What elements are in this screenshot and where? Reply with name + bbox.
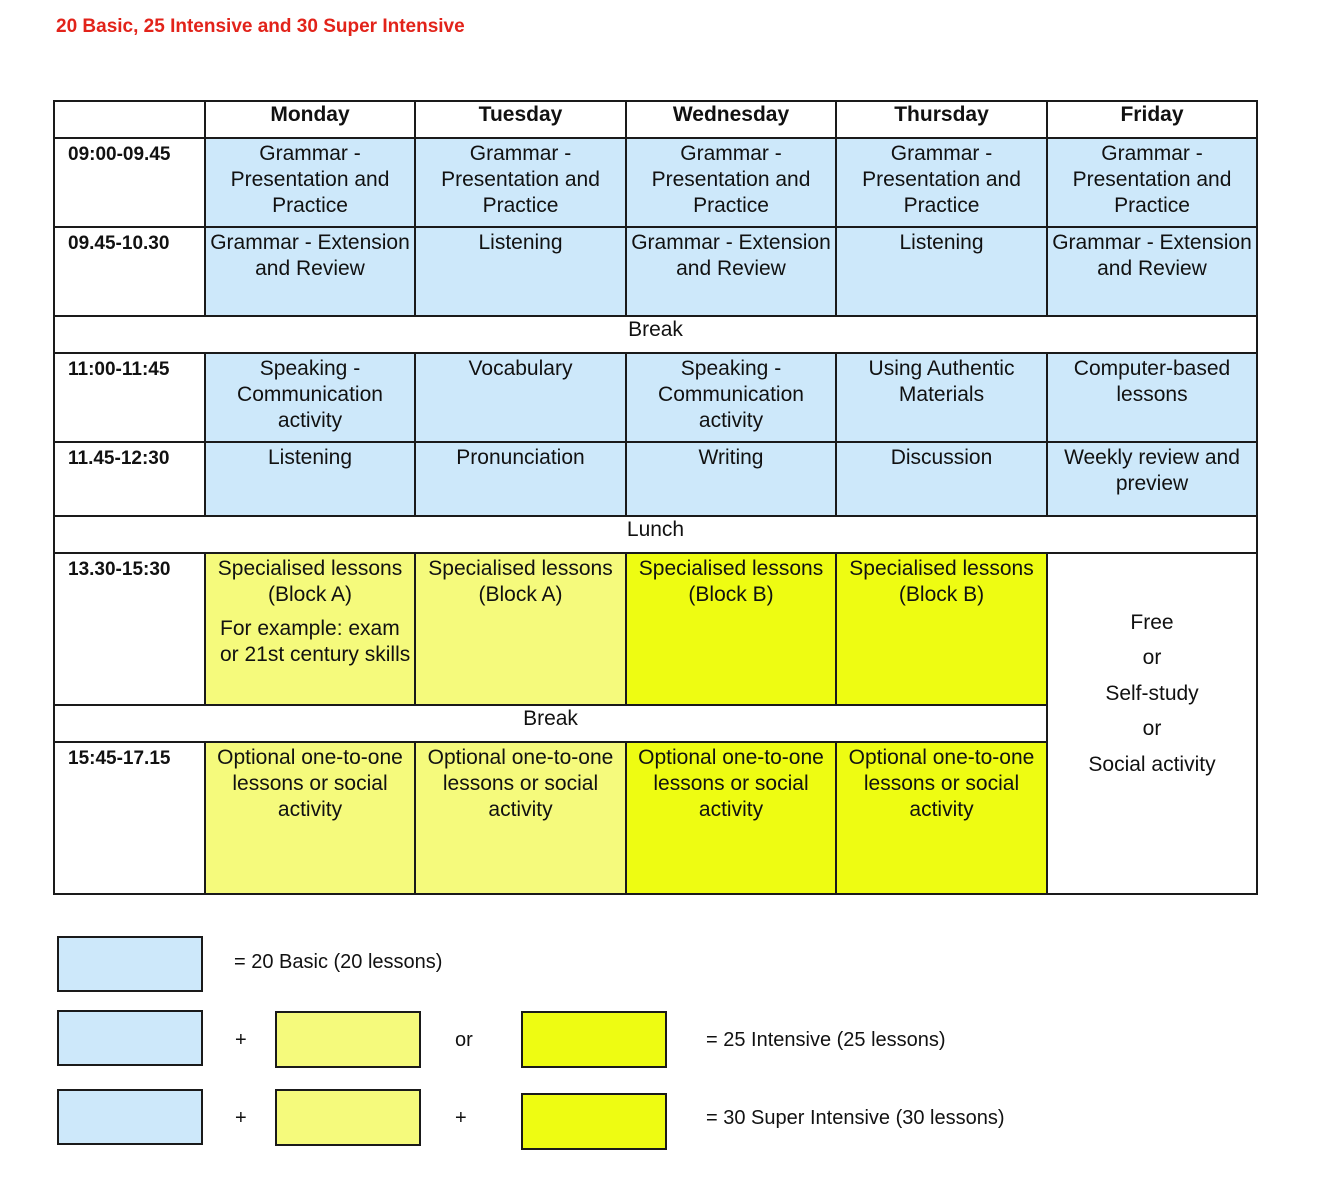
break-row	[54, 316, 1257, 353]
lesson-title: Specialised lessons (Block A)	[217, 557, 403, 606]
day-wednesday: Wednesday	[626, 101, 836, 138]
lesson-cell: Grammar - Presentation and Practice	[836, 138, 1047, 227]
lesson-cell: Grammar - Presentation and Practice	[205, 138, 415, 227]
table-row	[54, 138, 1257, 227]
lesson-cell: Grammar - Extension and Review	[626, 227, 836, 316]
table-row	[54, 553, 1257, 705]
lesson-cell: Grammar - Presentation and Practice	[1047, 138, 1257, 227]
lunch-label: Lunch	[54, 516, 1257, 553]
legend-intensive-text: = 25 Intensive (25 lessons)	[706, 1029, 946, 1051]
time-slot: 09.45-10.30	[54, 227, 205, 316]
legend-swatch-block-b	[521, 1093, 667, 1150]
lesson-cell: Optional one-to-one lessons or social activity	[205, 742, 415, 894]
time-slot: 11.45-12:30	[54, 442, 205, 516]
legend-swatch-basic	[57, 936, 203, 992]
lesson-cell: Weekly review and preview	[1047, 442, 1257, 516]
lesson-cell: Speaking -Communication activity	[205, 353, 415, 442]
friday-option: Self-study	[1105, 681, 1199, 705]
legend-plus: +	[455, 1107, 467, 1129]
day-monday: Monday	[205, 101, 415, 138]
lunch-row	[54, 516, 1257, 553]
legend-swatch-basic	[57, 1089, 203, 1145]
time-slot: 15:45-17.15	[54, 742, 205, 894]
lesson-cell	[205, 553, 415, 705]
legend-swatch-basic	[57, 1010, 203, 1066]
table-row	[54, 442, 1257, 516]
table-row	[54, 227, 1257, 316]
lesson-cell: Vocabulary	[415, 353, 626, 442]
lesson-cell: Pronunciation	[415, 442, 626, 516]
lesson-cell: Writing	[626, 442, 836, 516]
lesson-cell: Listening	[415, 227, 626, 316]
time-slot: 09:00-09.45	[54, 138, 205, 227]
lesson-cell: Optional one-to-one lessons or social activity	[836, 742, 1047, 894]
legend-swatch-block-a	[275, 1089, 421, 1146]
legend-plus: +	[235, 1107, 247, 1129]
page-title: 20 Basic, 25 Intensive and 30 Super Intensive	[56, 16, 465, 37]
timetable	[53, 100, 1258, 895]
lesson-cell: Grammar - Extension and Review	[205, 227, 415, 316]
friday-option: Social activity	[1088, 752, 1216, 776]
break-label: Break	[54, 316, 1257, 353]
legend-swatch-block-a	[275, 1011, 421, 1068]
lesson-cell: Specialised lessons (Block B)	[836, 553, 1047, 705]
legend-super-text: = 30 Super Intensive (30 lessons)	[706, 1107, 1005, 1129]
lesson-cell: Computer-based lessons	[1047, 353, 1257, 442]
lesson-cell: Listening	[836, 227, 1047, 316]
legend-swatch-block-b	[521, 1011, 667, 1068]
table-row	[54, 353, 1257, 442]
lesson-note: For example: exam or 21st century skills	[220, 617, 411, 666]
lesson-cell: Optional one-to-one lessons or social activity	[415, 742, 626, 894]
lesson-cell: Grammar - Extension and Review	[1047, 227, 1257, 316]
day-tuesday: Tuesday	[415, 101, 626, 138]
break-label: Break	[54, 705, 1047, 742]
time-slot: 11:00-11:45	[54, 353, 205, 442]
lesson-cell: Speaking -Communication activity	[626, 353, 836, 442]
lesson-cell: Specialised lessons (Block A)	[415, 553, 626, 705]
time-slot: 13.30-15:30	[54, 553, 205, 705]
friday-afternoon-cell	[1047, 553, 1257, 894]
day-friday: Friday	[1047, 101, 1257, 138]
lesson-cell: Using Authentic Materials	[836, 353, 1047, 442]
friday-option: or	[1142, 717, 1162, 741]
lesson-cell: Listening	[205, 442, 415, 516]
lesson-cell: Specialised lessons (Block B)	[626, 553, 836, 705]
legend-or: or	[455, 1029, 473, 1051]
lesson-cell: Optional one-to-one lessons or social activity	[626, 742, 836, 894]
legend-plus: +	[235, 1029, 247, 1051]
corner-cell	[54, 101, 205, 138]
friday-option: Free	[1130, 610, 1174, 634]
header-row	[54, 101, 1257, 138]
day-thursday: Thursday	[836, 101, 1047, 138]
friday-option: or	[1142, 646, 1162, 670]
legend-basic-text: = 20 Basic (20 lessons)	[234, 951, 443, 973]
lesson-cell: Grammar - Presentation and Practice	[415, 138, 626, 227]
lesson-cell: Discussion	[836, 442, 1047, 516]
lesson-cell: Grammar - Presentation and Practice	[626, 138, 836, 227]
